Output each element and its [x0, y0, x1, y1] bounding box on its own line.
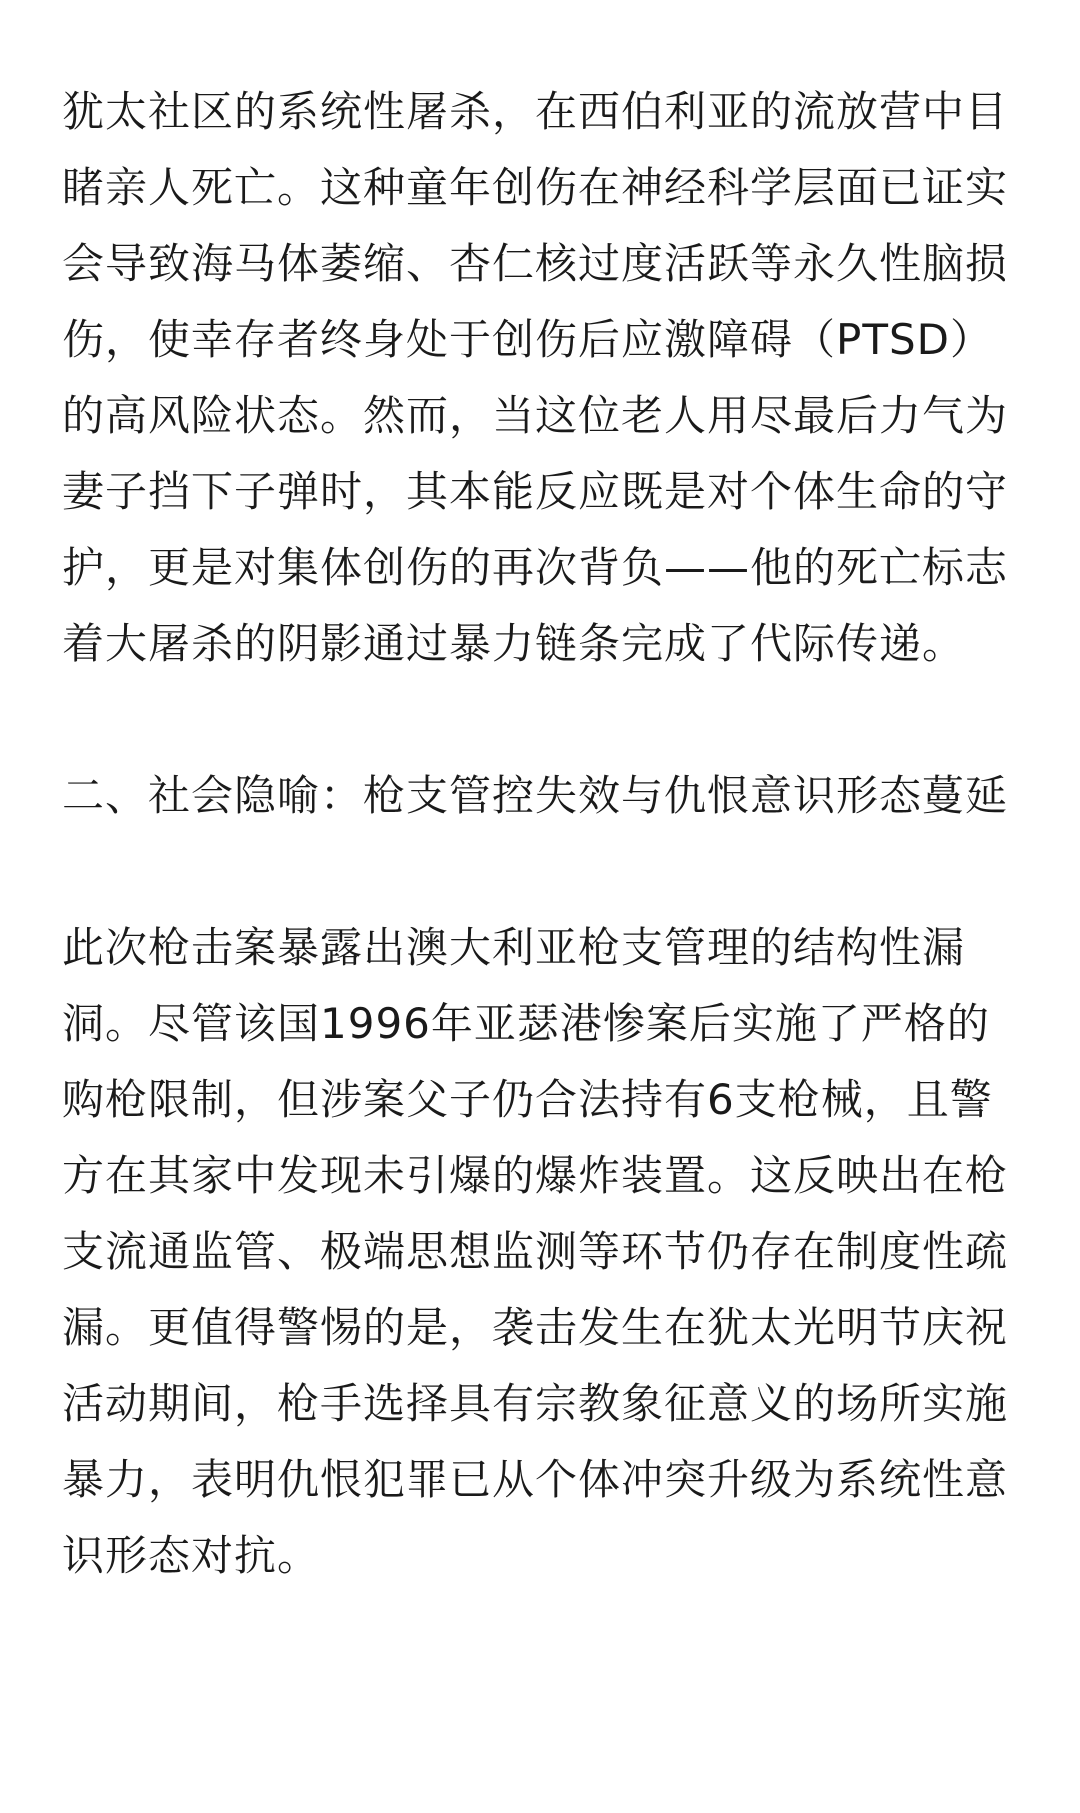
- paragraph-line: 暴力，表明仇恨犯罪已从个体冲突升级为系统性意: [62, 1455, 1009, 1504]
- paragraph-line: 购枪限制，但涉案父子仍合法持有6支枪械，且警: [62, 1075, 993, 1124]
- paragraph-line: 洞。尽管该国1996年亚瑟港惨案后实施了严格的: [62, 999, 990, 1048]
- paragraph-line: 着大屠杀的阴影通过暴力链条完成了代际传递。: [62, 619, 966, 668]
- paragraph-line: 漏。更值得警惕的是，袭击发生在犹太光明节庆祝: [62, 1303, 1009, 1352]
- paragraph-line: 此次枪击案暴露出澳大利亚枪支管理的结构性漏: [62, 923, 966, 972]
- paragraph-line: 识形态对抗。: [62, 1531, 321, 1580]
- paragraph-line: 伤，使幸存者终身处于创伤后应激障碍（PTSD）: [62, 315, 993, 364]
- paragraph-line: 活动期间，枪手选择具有宗教象征意义的场所实施: [62, 1379, 1009, 1428]
- paragraph-line: 犹太社区的系统性屠杀，在西伯利亚的流放营中目: [62, 87, 1009, 136]
- paragraph-line: 方在其家中发现未引爆的爆炸装置。这反映出在枪: [62, 1151, 1009, 1200]
- paragraph-line: 的高风险状态。然而，当这位老人用尽最后力气为: [62, 391, 1009, 440]
- paragraph-line: 护，更是对集体创伤的再次背负——他的死亡标志: [62, 543, 1009, 592]
- paragraph-line: 会导致海马体萎缩、杏仁核过度活跃等永久性脑损: [62, 239, 1009, 288]
- paragraph-line: 妻子挡下子弹时，其本能反应既是对个体生命的守: [62, 467, 1009, 516]
- paragraph-line: 睹亲人死亡。这种童年创伤在神经科学层面已证实: [62, 163, 1009, 212]
- paragraph-line: 支流通监管、极端思想监测等环节仍存在制度性疏: [62, 1227, 1009, 1276]
- section-heading: 二、社会隐喻：枪支管控失效与仇恨意识形态蔓延: [62, 771, 1009, 820]
